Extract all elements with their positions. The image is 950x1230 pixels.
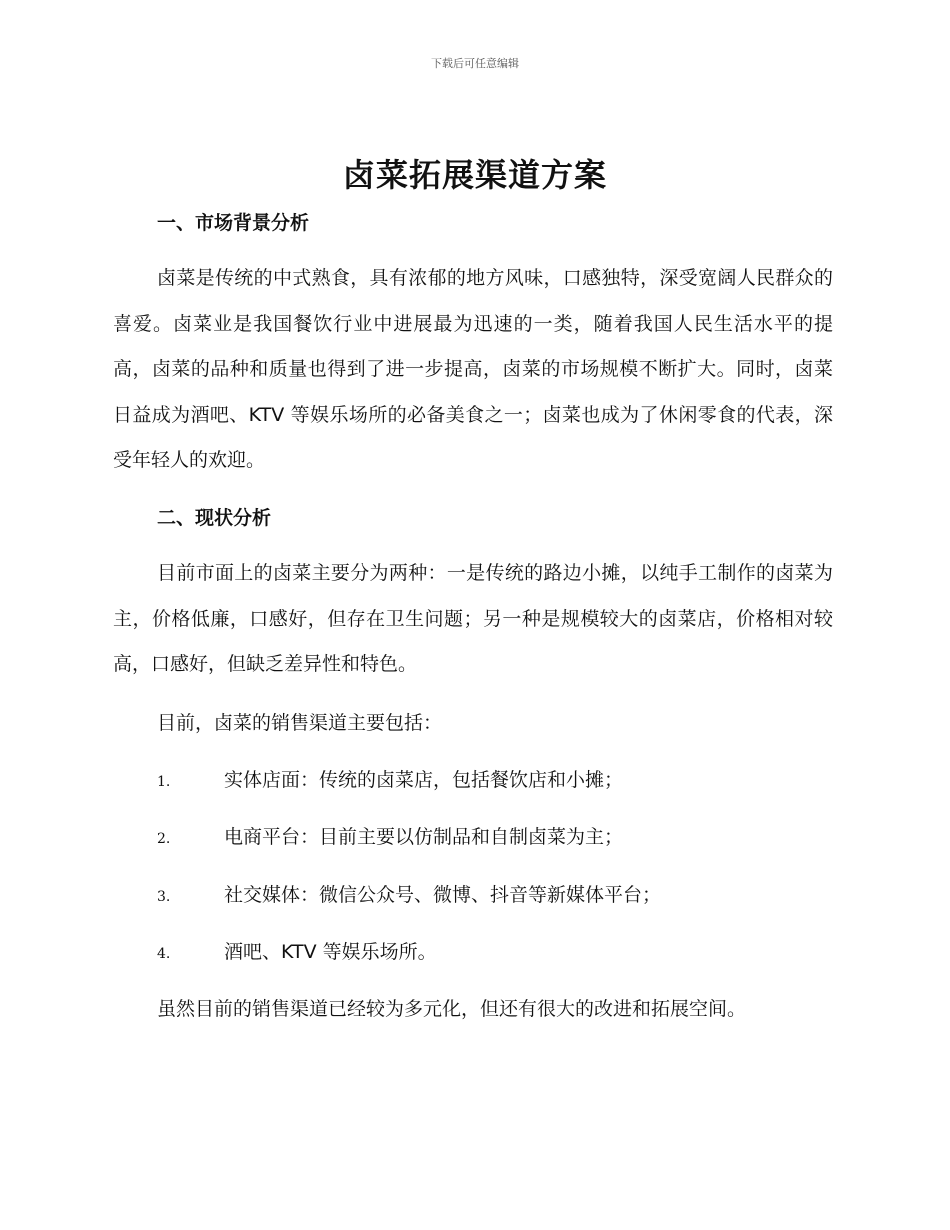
list-item-number: 1. — [157, 774, 171, 790]
list-item-text: 实体店面：传统的卤菜店，包括餐饮店和小摊； — [224, 769, 624, 791]
paragraph-current-status: 目前市面上的卤菜主要分为两种：一是传统的路边小摊，以纯手工制作的卤菜为主，价格低廉，口感好，但存在卫生问题；另一种是规模较大的卤菜店，价格相对较高，口感好，但缺乏差异性和特色。 — [113, 562, 833, 675]
list-item-number: 4. — [157, 946, 171, 962]
list-item — [157, 880, 847, 907]
list-item — [157, 822, 847, 849]
channels-intro: 目前，卤菜的销售渠道主要包括： — [157, 712, 443, 734]
list-item — [157, 937, 847, 964]
section-heading-current-status: 二、现状分析 — [157, 507, 272, 529]
section-heading-market-background: 一、市场背景分析 — [157, 212, 310, 234]
conclusion-text: 虽然目前的销售渠道已经较为多元化，但还有很大的改进和拓展空间。 — [157, 998, 747, 1020]
list-item-number: 2. — [157, 831, 171, 847]
paragraph-market-background: 卤菜是传统的中式熟食，具有浓郁的地方风味，口感独特，深受宽阔人民群众的喜爱。卤菜业是我国餐饮行业中进展最为迅速的一类，随着我国人民生活水平的提高，卤菜的品种和质量也得到了进一步提高，卤菜的市场规模不断扩大。同时，卤菜日益成为酒吧、KTV 等娱乐场所的必备美食之一；卤菜也成为了休闲零食的代表，深受年轻人的欢迎。 — [113, 267, 833, 471]
list-item-text: 电商平台：目前主要以仿制品和自制卤菜为主； — [224, 826, 624, 848]
list-item — [157, 765, 847, 792]
list-item-text: 社交媒体：微信公众号、微博、抖音等新媒体平台； — [224, 884, 662, 906]
list-item-number: 3. — [157, 889, 171, 905]
document-title: 卤菜拓展渠道方案 — [342, 156, 607, 194]
header-note: 下载后可任意编辑 — [431, 57, 519, 70]
list-item-text: 酒吧、KTV 等娱乐场所。 — [224, 941, 437, 963]
